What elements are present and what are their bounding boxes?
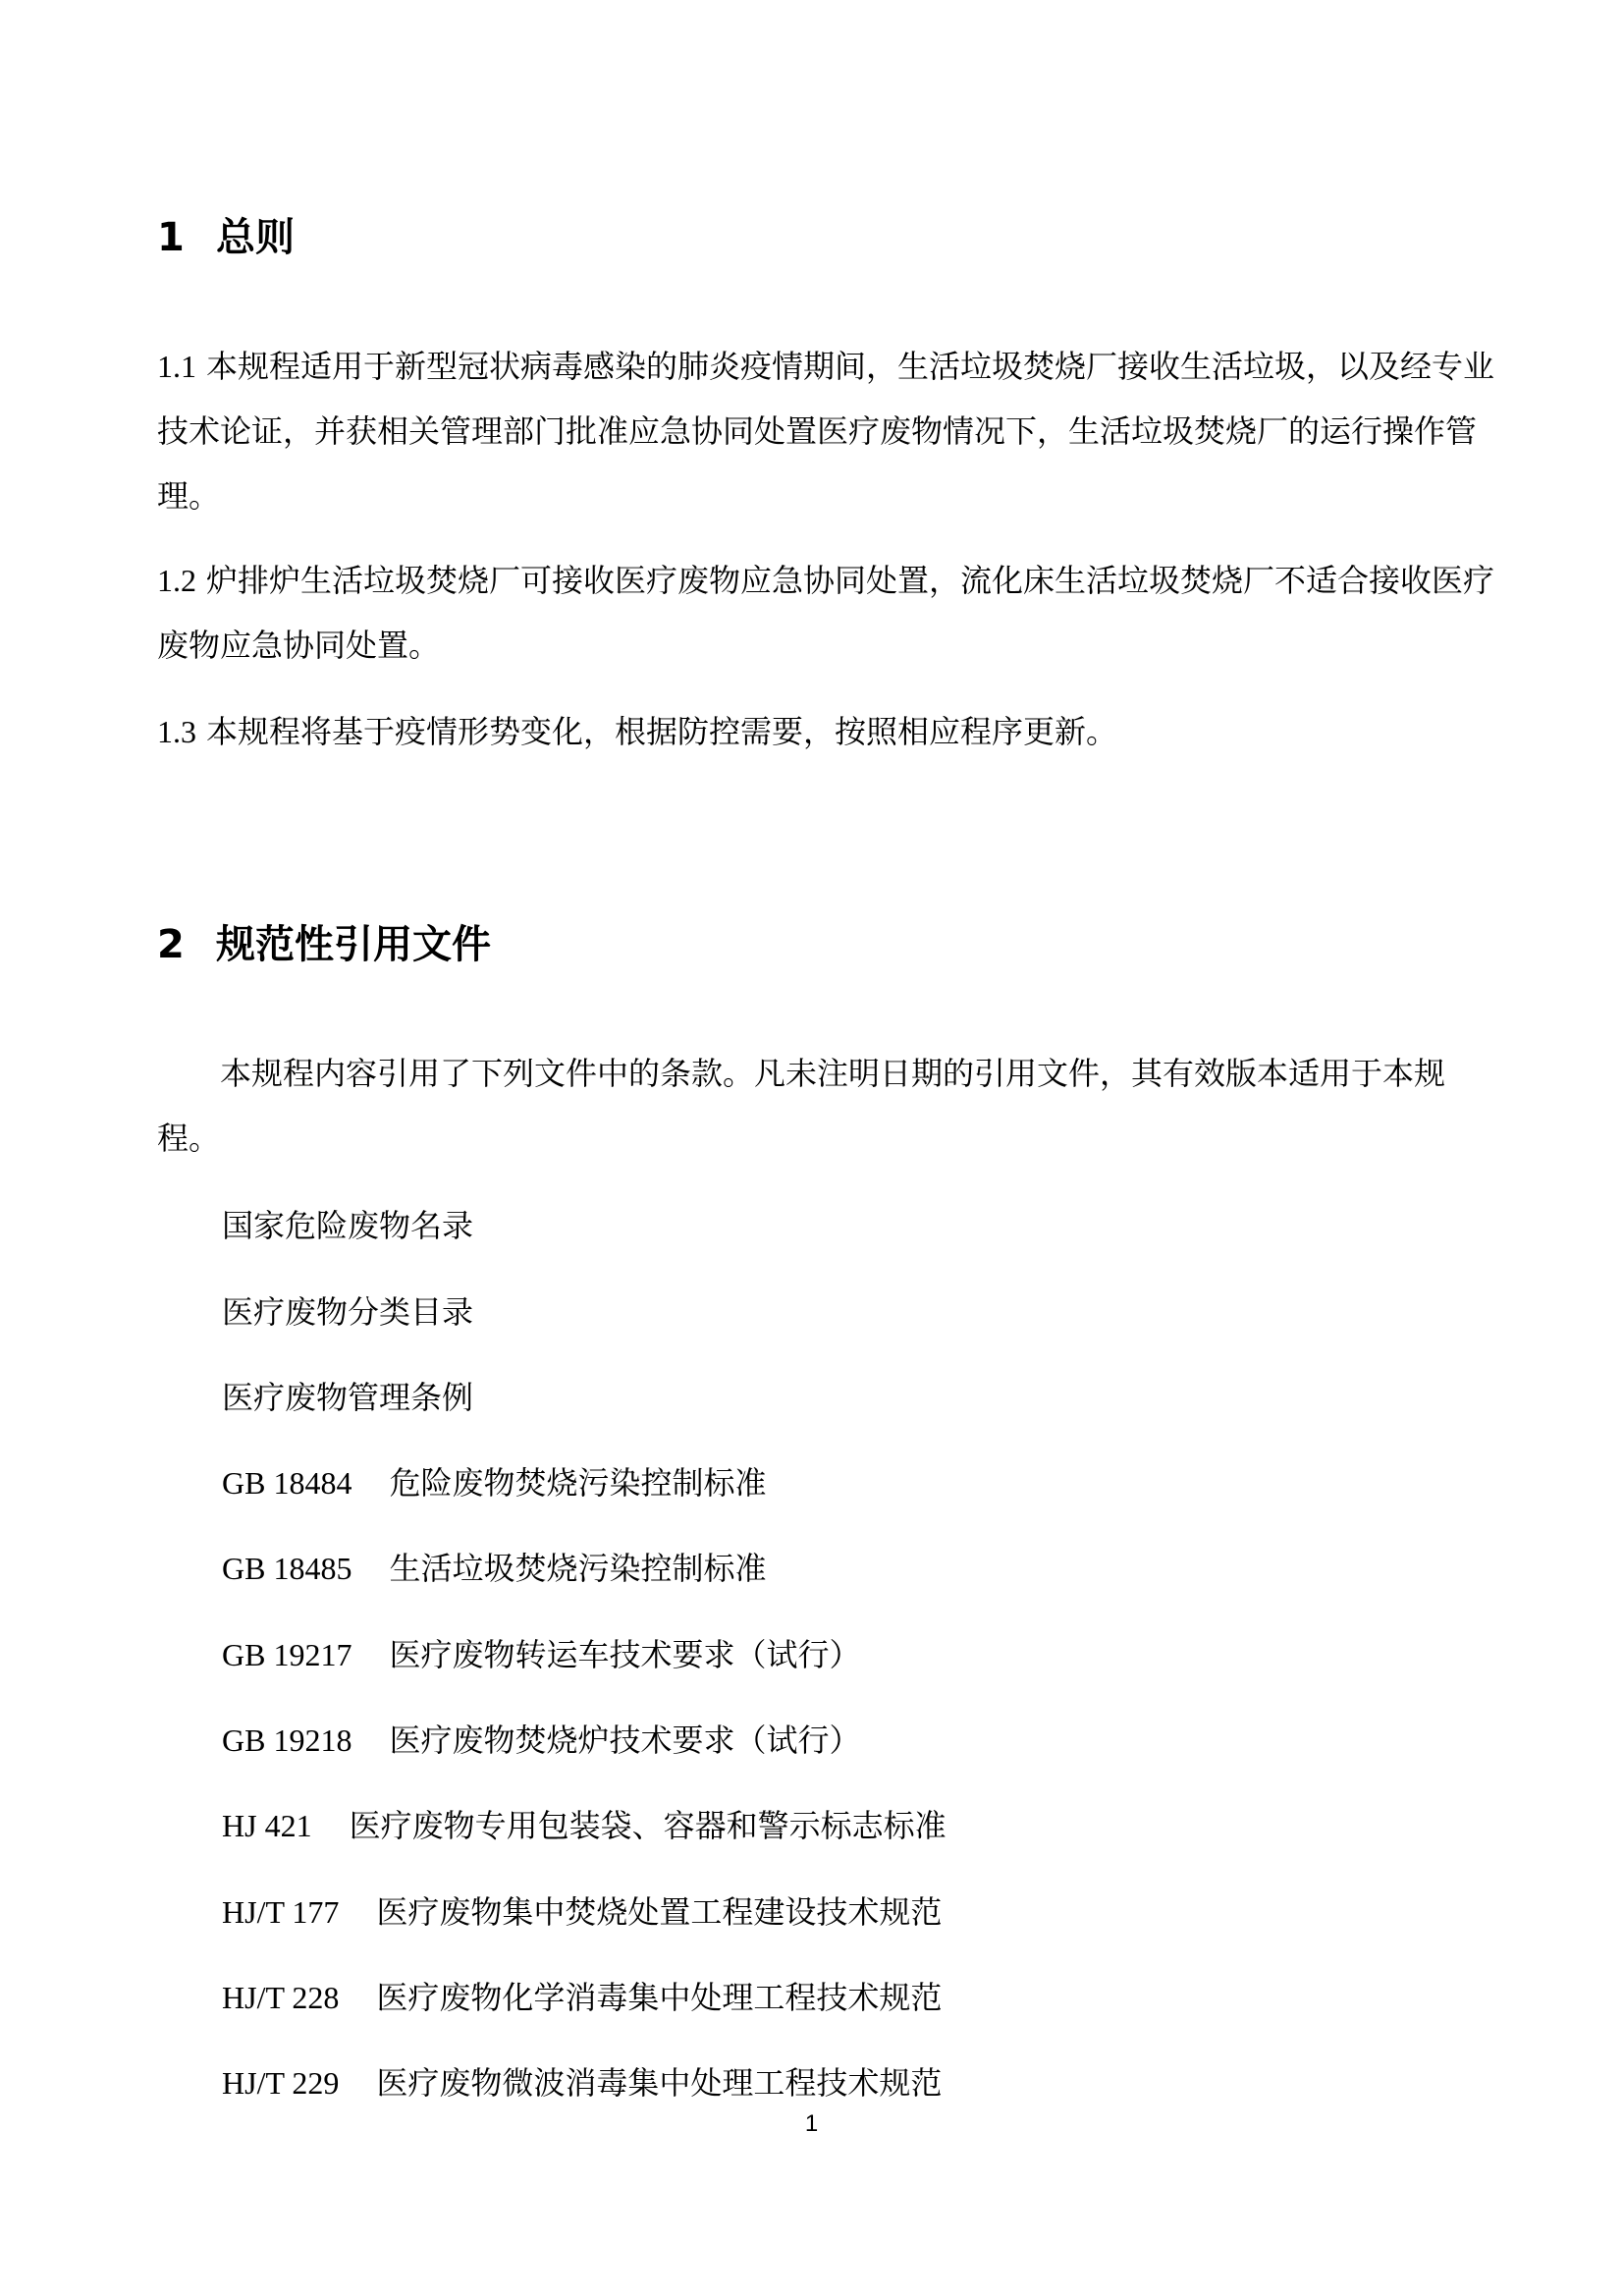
- paragraph-1-1: [157, 334, 1497, 528]
- reference-code: GB 18485: [222, 1551, 352, 1586]
- reference-item: [222, 1804, 947, 1847]
- reference-code: HJ 421: [222, 1808, 312, 1843]
- reference-title: 医疗废物集中焚烧处置工程建设技术规范: [376, 1893, 943, 1931]
- reference-title: 医疗废物微波消毒集中处理工程技术规范: [376, 2064, 943, 2102]
- section-2-title: 规范性引用文件: [216, 922, 491, 967]
- reference-title: 医疗废物焚烧炉技术要求（试行）: [389, 1722, 861, 1759]
- reference-title: 医疗废物专用包装袋、容器和警示标志标准: [349, 1807, 947, 1844]
- paragraph-text: 本规程将基于疫情形势变化，根据防控需要，按照相应程序更新。: [206, 713, 1118, 750]
- reference-code: HJ/T 228: [222, 1980, 340, 2015]
- reference-item: [222, 2061, 942, 2105]
- paragraph-1-2: [157, 548, 1497, 678]
- section-2-number: 2: [157, 922, 185, 967]
- reference-item: [222, 1633, 860, 1676]
- reference-code: HJ/T 229: [222, 2065, 340, 2101]
- reference-title: 危险废物焚烧污染控制标准: [389, 1464, 767, 1502]
- reference-item: [222, 1976, 942, 2019]
- reference-code: GB 19218: [222, 1722, 352, 1758]
- reference-title: 医疗废物转运车技术要求（试行）: [389, 1636, 861, 1673]
- paragraph-number: 1.3: [157, 714, 196, 749]
- reference-item: [222, 1290, 473, 1334]
- reference-code: HJ/T 177: [222, 1894, 340, 1930]
- section-1-number: 1: [157, 215, 185, 260]
- reference-item: [222, 1719, 860, 1762]
- reference-title: 医疗废物化学消毒集中处理工程技术规范: [376, 1979, 943, 2016]
- paragraph-number: 1.2: [157, 563, 196, 598]
- reference-code: GB 19217: [222, 1637, 352, 1672]
- reference-title: 医疗废物分类目录: [222, 1293, 474, 1331]
- paragraph-number: 1.1: [157, 349, 196, 384]
- section-1-title: 总则: [216, 215, 295, 260]
- section-2-heading: [157, 921, 491, 968]
- reference-title: 生活垃圾焚烧污染控制标准: [389, 1550, 767, 1587]
- reference-item: [222, 1461, 766, 1504]
- paragraph-1-3: [157, 699, 1497, 764]
- section-1-heading: [157, 214, 295, 261]
- reference-title: 国家危险废物名录: [222, 1207, 474, 1244]
- reference-title: 医疗废物管理条例: [222, 1379, 474, 1416]
- paragraph-text: 本规程适用于新型冠状病毒感染的肺炎疫情期间，生活垃圾焚烧厂接收生活垃圾，以及经专业技术论证，并获相关管理部门批准应急协同处置医疗废物情况下，生活垃圾焚烧厂的运行操作管理。: [157, 348, 1495, 515]
- reference-item: [222, 1376, 473, 1419]
- page-number: 1: [804, 2110, 819, 2137]
- reference-code: GB 18484: [222, 1465, 352, 1501]
- section-2-intro: 本规程内容引用了下列文件中的条款。凡未注明日期的引用文件，其有效版本适用于本规程。: [157, 1055, 1446, 1157]
- reference-item: [222, 1204, 473, 1247]
- reference-item: [222, 1547, 766, 1590]
- paragraph-text: 炉排炉生活垃圾焚烧厂可接收医疗废物应急协同处置，流化床生活垃圾焚烧厂不适合接收医疗废物应急协同处置。: [157, 562, 1495, 664]
- reference-item: [222, 1890, 942, 1934]
